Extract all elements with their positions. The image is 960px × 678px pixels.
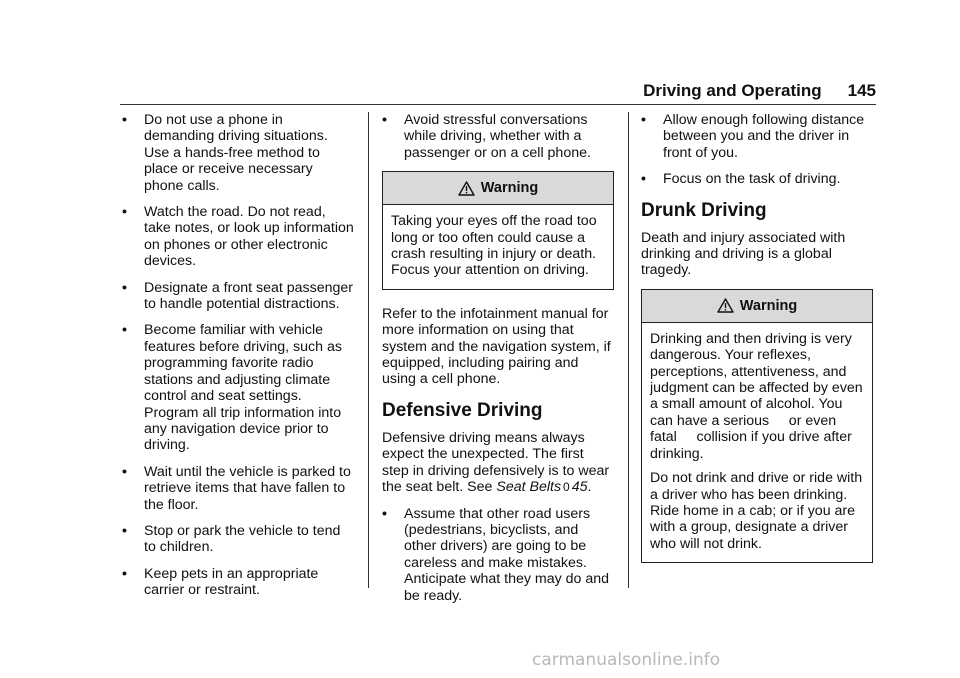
warning-text: Drinking and then driving is very dangerous. Your reflexes, perceptions, attentiveness, and judgment can be affected by even a small amount of alcohol. You can have a serious or even fatal collision if you drive after drinking. — [650, 330, 867, 462]
driving-tips-list — [641, 112, 873, 188]
list-item: • Assume that other road users (pedestrians, bicyclists, and other drivers) are going to be careless and make mistakes. Anticipate what they may do and be ready. — [382, 505, 610, 604]
seat-belts-page-link[interactable]: 45 — [571, 479, 588, 496]
column-1 — [122, 112, 354, 609]
warning-title: Warning — [739, 297, 798, 314]
list-item: • Stop or park the vehicle to tend to children. — [122, 522, 341, 556]
bullet: • — [122, 204, 127, 221]
bullet: • — [122, 522, 127, 539]
watermark: carmanualsonline.info — [532, 650, 721, 670]
list-item: • Designate a front seat passenger to handle potential distractions. — [122, 279, 354, 313]
list-item: • Watch the road. Do not read, take notes, or look up information on phones or other electronic devices. — [122, 204, 354, 270]
list-item: • Become familiar with vehicle features before driving, such as programming favorite radio stations and adjusting climate control and seat settings. Program all trip information into any navigation device prior to driving. — [122, 322, 342, 454]
page-ref-arrow-icon: 0 — [563, 480, 570, 495]
list-item: • Wait until the vehicle is parked to retrieve items that have fallen to the floor. — [122, 463, 351, 513]
warning-header — [383, 172, 613, 205]
bullet: • — [122, 112, 127, 128]
warning-body — [383, 205, 613, 289]
warning-triangle-icon — [717, 298, 734, 313]
defensive-driving-paragraph: Defensive driving means always expect the unexpected. The first step in driving defensively is to wear the seat belt. See Seat Belts 0 45. — [382, 429, 610, 496]
bullet: • — [641, 171, 646, 188]
distraction-tips-list — [122, 112, 354, 599]
warning-box-drunk-driving — [641, 289, 873, 563]
section-title: Driving and Operating — [643, 81, 822, 100]
column-2 — [382, 112, 614, 614]
list-item: • Allow enough following distance between you and the driver in front of you. — [641, 112, 865, 161]
bullet: • — [122, 279, 127, 296]
list-item: • Do not use a phone in demanding driving situations. Use a hands-free method to place or receive necessary phone calls. — [122, 112, 328, 194]
bullet: • — [382, 112, 387, 128]
column-3 — [641, 112, 873, 579]
page-number: 145 — [847, 81, 876, 100]
warning-text: Taking your eyes off the road too long or too often could cause a crash resulting in injury or death. Focus your attention on driving. — [391, 213, 597, 279]
seat-belts-link[interactable]: Seat Belts — [496, 479, 562, 496]
heading-defensive-driving: Defensive Driving — [382, 399, 543, 421]
warning-body — [642, 323, 872, 562]
column-divider-2 — [628, 112, 629, 588]
list-item: • Keep pets in an appropriate carrier or restraint. — [122, 565, 319, 599]
bullet: • — [122, 565, 127, 582]
list-item: • Avoid stressful conversations while driving, whether with a passenger or on a cell phone. — [382, 112, 591, 161]
defensive-tips-list — [382, 506, 614, 604]
drunk-driving-paragraph: Death and injury associated with drinking and driving is a global tragedy. — [641, 229, 846, 279]
infotainment-paragraph: Refer to the infotainment manual for more information on using that system and the navigation system, if equipped, including pairing and using a cell phone. — [382, 305, 611, 388]
warning-header — [642, 290, 872, 323]
list-item: • Focus on the task of driving. — [641, 171, 841, 188]
bullet: • — [122, 322, 127, 339]
bullet: • — [641, 112, 646, 128]
warning-text: Do not drink and drive or ride with a driver who has been drinking. Ride home in a cab; or if you are with a group, designate a driver who will not drink. — [650, 470, 863, 552]
warning-box-eyes-off-road — [382, 171, 614, 290]
bullet: • — [122, 463, 127, 480]
warning-title: Warning — [480, 180, 539, 197]
warning-triangle-icon — [458, 181, 475, 196]
heading-drunk-driving: Drunk Driving — [641, 199, 767, 221]
bullet: • — [382, 505, 387, 522]
header-rule — [120, 104, 876, 105]
conversation-tips-list — [382, 112, 614, 161]
column-divider-1 — [368, 112, 369, 588]
page-header — [620, 80, 876, 102]
